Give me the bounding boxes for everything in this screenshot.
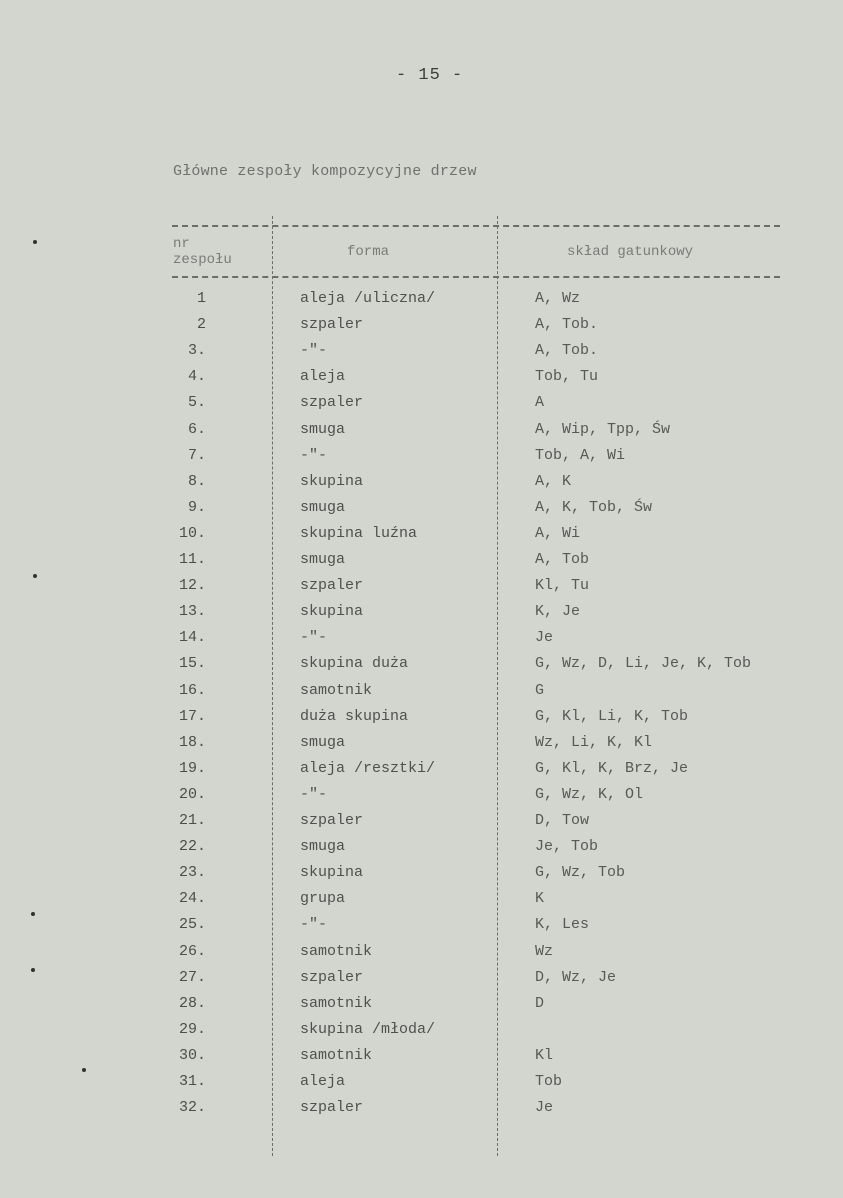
table-row xyxy=(0,286,843,312)
row-forma: skupina xyxy=(300,472,364,490)
row-sklad: D, Tow xyxy=(535,812,590,829)
row-sklad: Kl, Tu xyxy=(535,577,590,595)
row-number: 6. xyxy=(187,420,206,438)
row-sklad: Je xyxy=(535,1099,554,1117)
row-sklad: Wz xyxy=(535,942,554,960)
row-sklad: Tob, A, Wi xyxy=(535,446,626,464)
row-forma: grupa xyxy=(300,890,346,908)
row-forma: samotnik xyxy=(300,994,373,1012)
table-row xyxy=(0,547,843,573)
row-sklad: A, Tob. xyxy=(535,342,599,360)
row-number: 20. xyxy=(178,785,206,803)
row-forma: -"- xyxy=(300,342,328,360)
row-forma: samotnik xyxy=(300,942,373,960)
row-number: 17. xyxy=(178,707,206,725)
row-sklad: G, Wz, K, Ol xyxy=(535,785,644,803)
row-sklad: A, Wi xyxy=(535,524,581,542)
row-sklad: K xyxy=(535,890,545,908)
row-number: 13. xyxy=(178,603,206,621)
row-sklad: D, Wz, Je xyxy=(535,968,617,986)
table-row xyxy=(0,704,843,730)
table-row xyxy=(0,860,843,886)
table-row xyxy=(0,1017,843,1043)
row-forma: szpaler xyxy=(300,316,364,334)
row-number: 18. xyxy=(178,733,206,751)
margin-mark xyxy=(33,240,37,244)
table-title: Główne zespoły kompozycyjne drzew xyxy=(173,163,477,180)
row-number: 7. xyxy=(187,446,206,464)
row-number: 32. xyxy=(178,1099,206,1117)
row-forma: smuga xyxy=(300,838,346,856)
row-number: 5. xyxy=(187,394,206,412)
margin-mark xyxy=(33,574,37,578)
row-sklad: Tob xyxy=(535,1073,563,1090)
row-forma: smuga xyxy=(300,733,346,751)
row-number: 24. xyxy=(178,890,206,908)
row-forma: smuga xyxy=(300,551,346,568)
header-forma: forma xyxy=(347,244,390,260)
row-number: 23. xyxy=(178,864,206,882)
row-number: 16. xyxy=(178,681,206,699)
row-sklad: A, Wip, Tpp, Św xyxy=(535,420,671,438)
row-sklad: Kl xyxy=(535,1046,554,1064)
row-forma: skupina /młoda/ xyxy=(300,1020,436,1038)
row-sklad: A, K, Tob, Św xyxy=(535,498,653,516)
row-sklad: Wz, Li, K, Kl xyxy=(535,733,653,751)
row-number: 3. xyxy=(187,342,206,360)
row-number: 28. xyxy=(178,994,206,1012)
row-sklad: G, Wz, D, Li, Je, K, Tob xyxy=(535,655,752,673)
row-sklad: G, Wz, Tob xyxy=(535,864,626,882)
row-forma: -"- xyxy=(300,629,328,647)
row-sklad: G, Kl, K, Brz, Je xyxy=(535,759,689,777)
table-row xyxy=(0,730,843,756)
table-row xyxy=(0,912,843,938)
row-sklad: G, Kl, Li, K, Tob xyxy=(535,707,689,725)
row-forma: smuga xyxy=(300,498,346,516)
header-sklad-gatunkowy: skład gatunkowy xyxy=(567,244,694,260)
row-number: 30. xyxy=(178,1046,206,1064)
row-number: 14. xyxy=(178,629,206,647)
table-row xyxy=(0,651,843,677)
table-row xyxy=(0,1095,843,1121)
row-number: 25. xyxy=(178,916,206,934)
row-sklad: Je xyxy=(535,629,554,647)
row-forma: aleja xyxy=(300,1073,346,1090)
row-number: 11. xyxy=(178,551,206,568)
table-row xyxy=(0,338,843,364)
table-row xyxy=(0,417,843,443)
table-row xyxy=(0,756,843,782)
page-number: - 15 - xyxy=(396,66,464,85)
row-number: 10. xyxy=(178,524,206,542)
row-number: 9. xyxy=(187,498,206,516)
row-forma: duża skupina xyxy=(300,707,409,725)
row-number: 29. xyxy=(178,1020,206,1038)
row-sklad: A, Wz xyxy=(535,290,581,307)
row-number: 8. xyxy=(187,472,206,490)
row-forma: aleja /uliczna/ xyxy=(300,290,436,307)
table-row xyxy=(0,390,843,416)
table-row xyxy=(0,939,843,965)
row-sklad: Je, Tob xyxy=(535,838,599,856)
table-row xyxy=(0,991,843,1017)
row-number: 1 xyxy=(196,290,206,307)
table-row xyxy=(0,364,843,390)
row-forma: -"- xyxy=(300,446,328,464)
table-row xyxy=(0,625,843,651)
header-zespolu: zespołu xyxy=(173,252,232,268)
row-number: 31. xyxy=(178,1073,206,1090)
margin-mark xyxy=(31,912,35,916)
row-number: 2 xyxy=(196,316,206,334)
row-sklad: A, Tob. xyxy=(535,316,599,334)
margin-mark xyxy=(31,968,35,972)
table-row xyxy=(0,443,843,469)
row-number: 4. xyxy=(187,368,206,386)
row-forma: samotnik xyxy=(300,1046,373,1064)
row-forma: aleja xyxy=(300,368,346,386)
table-header-rule xyxy=(172,276,780,278)
row-sklad: A xyxy=(535,394,545,412)
table-row xyxy=(0,965,843,991)
row-forma: szpaler xyxy=(300,577,364,595)
table-row xyxy=(0,1043,843,1069)
row-number: 19. xyxy=(178,759,206,777)
table-row xyxy=(0,599,843,625)
row-forma: szpaler xyxy=(300,968,364,986)
row-forma: -"- xyxy=(300,785,328,803)
row-sklad: K, Les xyxy=(535,916,590,934)
row-number: 27. xyxy=(178,968,206,986)
row-forma: skupina xyxy=(300,603,364,621)
row-number: 22. xyxy=(178,838,206,856)
row-sklad: A, Tob xyxy=(535,551,590,568)
row-forma: smuga xyxy=(300,420,346,438)
row-sklad: Tob, Tu xyxy=(535,368,599,386)
row-forma: samotnik xyxy=(300,681,373,699)
row-sklad: D xyxy=(535,994,545,1012)
row-forma: szpaler xyxy=(300,1099,364,1117)
table-row xyxy=(0,886,843,912)
row-forma: skupina luźna xyxy=(300,524,418,542)
table-row xyxy=(0,1069,843,1095)
row-forma: skupina duża xyxy=(300,655,409,673)
table-row xyxy=(0,521,843,547)
table-row xyxy=(0,469,843,495)
row-sklad: G xyxy=(535,681,545,699)
row-number: 21. xyxy=(178,812,206,829)
table-row xyxy=(0,808,843,834)
row-forma: aleja /resztki/ xyxy=(300,759,436,777)
margin-mark xyxy=(82,1068,86,1072)
row-number: 15. xyxy=(178,655,206,673)
table-row xyxy=(0,782,843,808)
table-row xyxy=(0,573,843,599)
header-nr: nr xyxy=(173,236,190,252)
table-row xyxy=(0,495,843,521)
row-forma: szpaler xyxy=(300,394,364,412)
table-top-rule xyxy=(172,225,780,227)
table-row xyxy=(0,834,843,860)
row-forma: skupina xyxy=(300,864,364,882)
row-forma: -"- xyxy=(300,916,328,934)
row-forma: szpaler xyxy=(300,812,364,829)
row-number: 26. xyxy=(178,942,206,960)
row-sklad: K, Je xyxy=(535,603,581,621)
table-row xyxy=(0,678,843,704)
row-number: 12. xyxy=(178,577,206,595)
row-sklad: A, K xyxy=(535,472,572,490)
table-row xyxy=(0,312,843,338)
